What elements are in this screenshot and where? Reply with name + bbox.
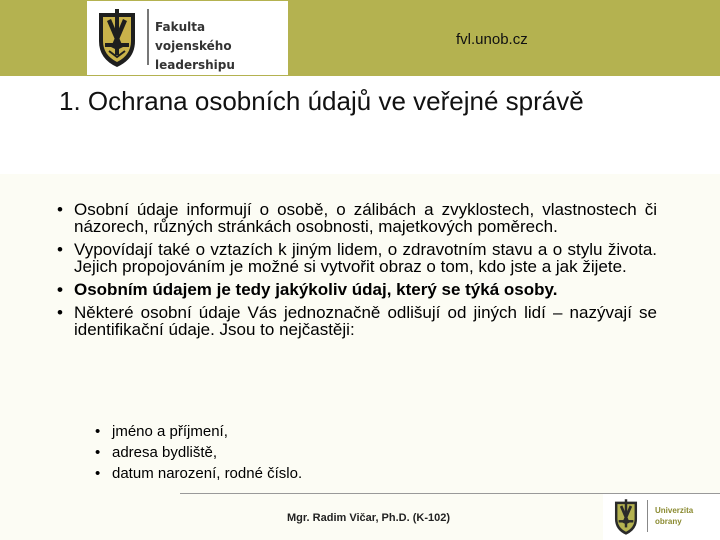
site-url[interactable]: fvl.unob.cz <box>456 31 528 48</box>
faculty-logo <box>87 1 288 75</box>
sub-bullet-item: • datum narození, rodné číslo. <box>95 463 302 484</box>
footer-logo-divider <box>647 500 648 532</box>
sub-bullet-item: • jméno a příjmení, <box>95 421 302 442</box>
identifier-list <box>95 421 302 484</box>
slide-title: 1. Ochrana osobních údajů ve veřejné správě <box>59 86 584 116</box>
header-bar <box>0 0 720 76</box>
bullet-list <box>57 201 657 344</box>
university-emblem-icon <box>95 7 139 69</box>
bullet-item: • Některé osobní údaje Vás jednoznačně odlišují od jiných lidí – nazývají se identifikační údaje. Jsou to nejčastěji: <box>57 304 657 338</box>
bullet-item: • Vypovídají také o vztazích k jiným lidem, o zdravotním stavu a o stylu života. Jejich propojováním je možné si vytvořit obraz o tom, kdo jste a jak žijete. <box>57 241 657 275</box>
bullet-item: • Osobní údaje informují o osobě, o zálibách a zvyklostech, vlastnostech či názorech, různých stránkách osobnosti, majetkových poměrech. <box>57 201 657 235</box>
footer-author: Mgr. Radim Vičar, Ph.D. (K-102) <box>287 512 451 524</box>
title-area <box>0 76 720 174</box>
footer-logo-text: Univerzita obrany <box>655 506 694 526</box>
faculty-name: Fakulta vojenského leadershipu <box>155 20 235 72</box>
logo-divider <box>147 9 149 65</box>
university-emblem-icon <box>612 498 640 536</box>
sub-bullet-item: • adresa bydliště, <box>95 442 302 463</box>
bullet-item-definition: • Osobním údajem je tedy jakýkoliv údaj, který se týká osoby. <box>57 281 657 298</box>
